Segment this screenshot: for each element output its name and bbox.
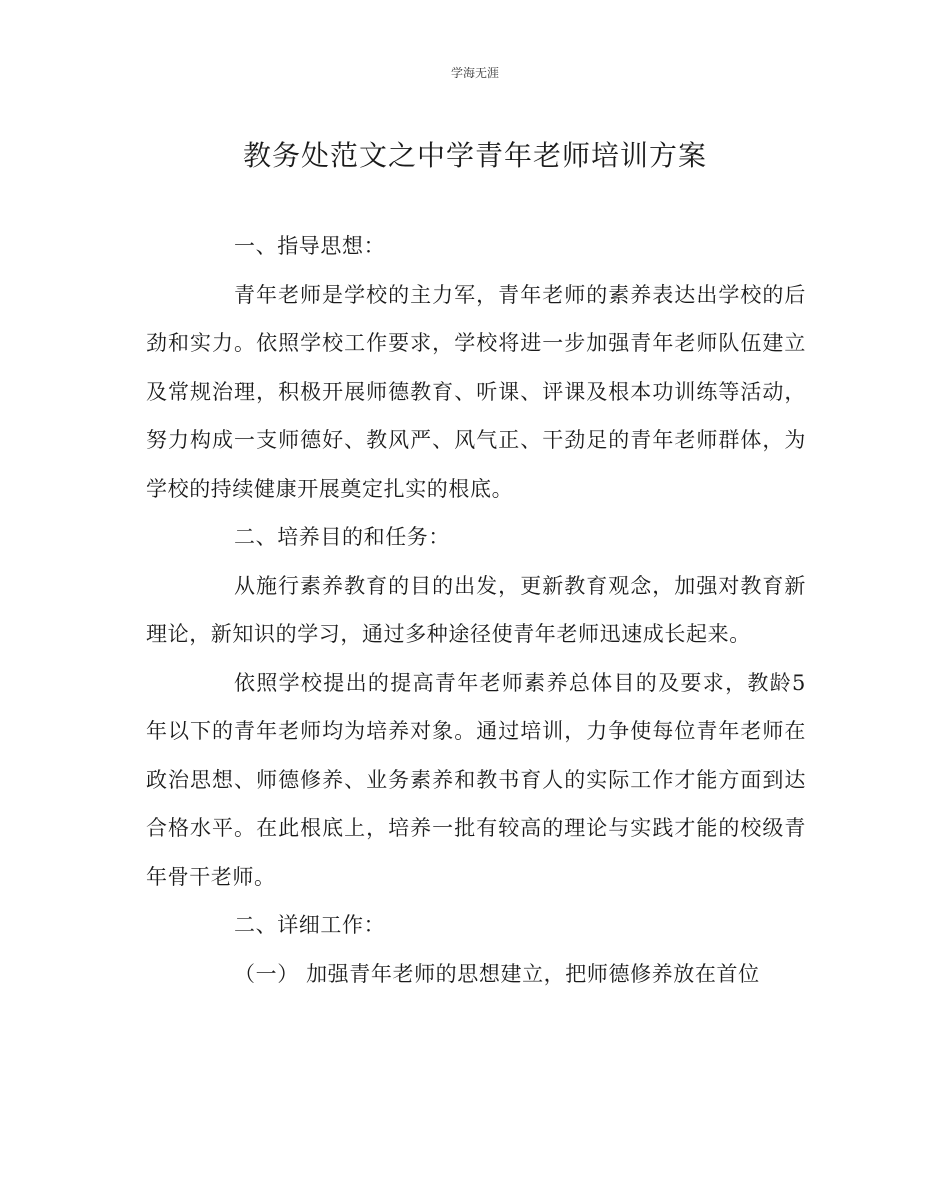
section-heading-guiding-thought: 一、指导思想： — [234, 234, 386, 258]
paragraph: 从施行素养教育的目的出发，更新教育观念，加强对教育新理论，新知识的学习，通过多种途径使青年老师迅速成长起来。 — [146, 573, 806, 646]
section-heading-detailed-work: 二、详细工作： — [234, 913, 386, 937]
paragraph: 青年老师是学校的主力军，青年老师的素养表达出学校的后劲和实力。依照学校工作要求，学校将进一步加强青年老师队伍建立及常规治理，积极开展师德教育、听课、评课及根本功训练等活动，努力构成一支师德好、教风严、风气正、干劲足的青年老师群体，为学校的持续健康开展奠定扎实的根底。 — [146, 282, 806, 501]
section-heading-goals: 二、培养目的和任务： — [234, 525, 450, 549]
document-body — [146, 222, 806, 998]
page-header: 学海无涯 — [450, 66, 499, 80]
document-title: 教务处范文之中学青年老师培训方案 — [242, 139, 707, 172]
paragraph: 依照学校提出的提高青年老师素养总体目的及要求，教龄5年以下的青年老师均为培养对象。通过培训，力争使每位青年老师在政治思想、师德修养、业务素养和教书育人的实际工作才能方面到达合格水平。在此根底上，培养一批有较高的理论与实践才能的校级青年骨干老师。 — [146, 670, 806, 889]
sub-heading: （一） 加强青年老师的思想建立，把师德修养放在首位 — [234, 961, 760, 986]
